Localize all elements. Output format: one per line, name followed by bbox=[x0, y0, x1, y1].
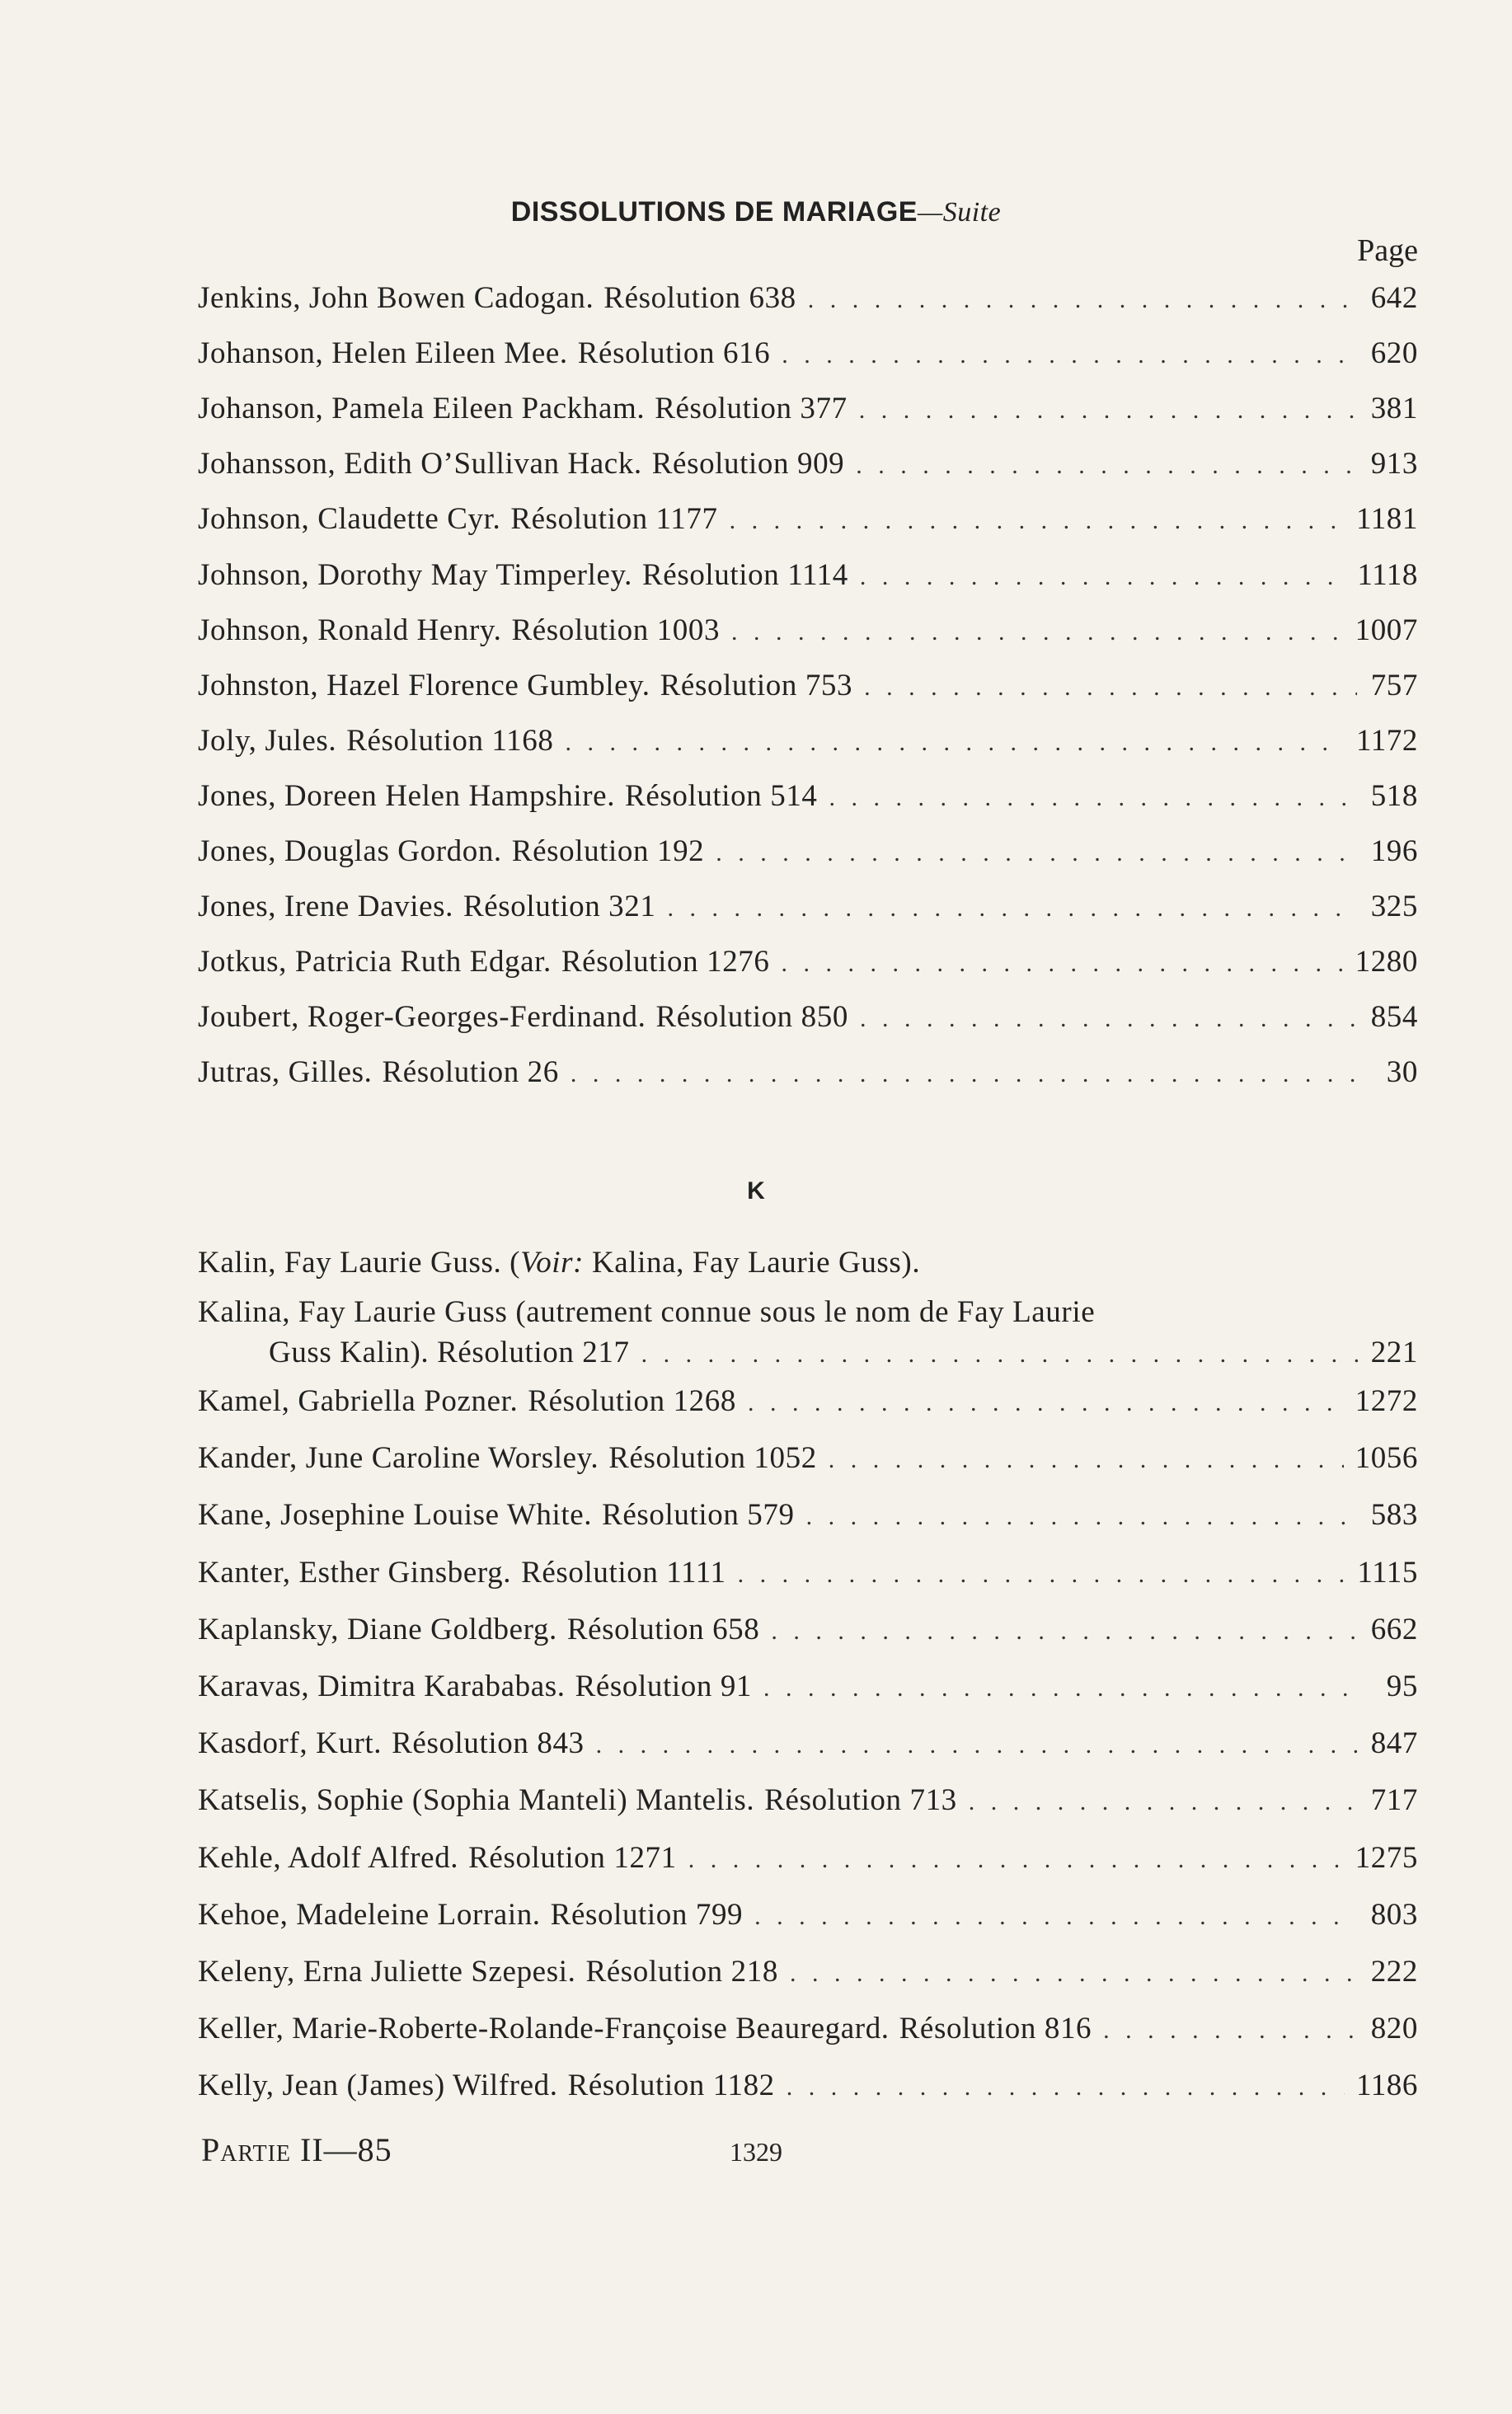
dot-leader bbox=[829, 784, 1357, 812]
index-entry bbox=[198, 1383, 1418, 1423]
kalin-text-after: Kalina, Fay Laurie Guss). bbox=[584, 1246, 921, 1280]
entry-page: 1007 bbox=[1355, 613, 1418, 647]
dot-leader bbox=[771, 1618, 1357, 1646]
entry-page: 662 bbox=[1370, 1612, 1418, 1646]
entry-name: Kane, Josephine Louise White. bbox=[198, 1498, 593, 1533]
kalin-text-before: Kalin, Fay Laurie Guss. ( bbox=[198, 1246, 521, 1280]
dot-leader bbox=[730, 507, 1345, 535]
entry-name: Jutras, Gilles. bbox=[198, 1055, 373, 1090]
index-entry bbox=[198, 778, 1418, 818]
entry-resolution: Résolution 1271 bbox=[468, 1840, 677, 1875]
entry-page: 642 bbox=[1370, 281, 1418, 315]
entry-name: Jenkins, John Bowen Cadogan. bbox=[198, 281, 594, 315]
entry-resolution: Résolution 638 bbox=[603, 281, 796, 315]
entry-page: 620 bbox=[1370, 336, 1418, 371]
index-entry bbox=[198, 1440, 1418, 1480]
entry-name: Keller, Marie-Roberte-Rolande-Françoise Beauregard. bbox=[198, 2012, 890, 2046]
entry-resolution: Résolution 658 bbox=[566, 1612, 760, 1646]
entry-page: 820 bbox=[1370, 2012, 1418, 2046]
dot-leader bbox=[716, 839, 1357, 867]
entry-page: 1118 bbox=[1357, 557, 1418, 592]
index-entry bbox=[198, 2068, 1418, 2107]
dot-leader bbox=[790, 1960, 1357, 1988]
entry-resolution: Résolution 1114 bbox=[642, 557, 848, 592]
entry-resolution: Résolution 1177 bbox=[510, 502, 718, 537]
entry-resolution: Résolution 514 bbox=[625, 778, 818, 813]
index-entry bbox=[198, 336, 1418, 375]
index-entry bbox=[198, 1726, 1418, 1765]
entry-name: Jones, Douglas Gordon. bbox=[198, 834, 502, 868]
dot-leader bbox=[829, 1446, 1344, 1474]
entry-resolution: Résolution 753 bbox=[660, 668, 853, 702]
dot-leader bbox=[808, 286, 1357, 314]
entry-resolution: Résolution 799 bbox=[550, 1897, 744, 1932]
section-letter: K bbox=[747, 1177, 765, 1205]
entry-page: 1272 bbox=[1355, 1384, 1418, 1418]
entry-page: 854 bbox=[1370, 1000, 1418, 1035]
entry-page: 1275 bbox=[1355, 1840, 1418, 1875]
entry-resolution: Résolution 1168 bbox=[346, 723, 554, 758]
entry-resolution: Résolution 713 bbox=[764, 1783, 957, 1818]
page-column-label: Page bbox=[1357, 233, 1418, 268]
index-entry bbox=[198, 1497, 1418, 1537]
dot-leader bbox=[969, 1788, 1357, 1816]
index-entry bbox=[198, 391, 1418, 430]
entry-resolution: Résolution 1276 bbox=[561, 945, 770, 979]
entry-name: Joubert, Roger-Georges-Ferdinand. bbox=[198, 1000, 646, 1035]
entry-name: Keleny, Erna Juliette Szepesi. bbox=[198, 1955, 576, 1989]
entry-resolution: Résolution 850 bbox=[655, 1000, 848, 1035]
index-entry bbox=[198, 668, 1418, 707]
entry-resolution: Résolution 909 bbox=[651, 447, 845, 481]
index-entry bbox=[198, 1897, 1418, 1937]
entry-page: 196 bbox=[1370, 834, 1418, 868]
index-entry bbox=[198, 999, 1418, 1039]
entry-page: 325 bbox=[1370, 890, 1418, 924]
entry-page: 803 bbox=[1370, 1897, 1418, 1932]
entry-page: 757 bbox=[1370, 668, 1418, 702]
entry-page: 1056 bbox=[1355, 1441, 1418, 1476]
entry-name: Kamel, Gabriella Pozner. bbox=[198, 1384, 519, 1418]
index-entry bbox=[198, 1054, 1418, 1094]
index-entry bbox=[198, 1840, 1418, 1880]
dot-leader bbox=[782, 341, 1357, 369]
entry-resolution: Résolution 1052 bbox=[608, 1441, 817, 1476]
entry-page: 847 bbox=[1370, 1726, 1418, 1761]
dot-leader bbox=[763, 1674, 1357, 1702]
entry-name: Kanter, Esther Ginsberg. bbox=[198, 1555, 512, 1590]
entry-name: Kelly, Jean (James) Wilfred. bbox=[198, 2069, 558, 2103]
kalina-page: 221 bbox=[1370, 1336, 1418, 1369]
entry-resolution: Résolution 1182 bbox=[567, 2069, 775, 2103]
index-entry bbox=[198, 944, 1418, 984]
entry-name: Johnson, Dorothy May Timperley. bbox=[198, 557, 633, 592]
entry-resolution: Résolution 377 bbox=[655, 392, 848, 426]
dot-leader bbox=[738, 1561, 1346, 1589]
entry-resolution: Résolution 192 bbox=[511, 834, 705, 868]
entry-resolution: Résolution 26 bbox=[382, 1055, 559, 1090]
index-entry bbox=[198, 2011, 1418, 2050]
entry-resolution: Résolution 1003 bbox=[511, 613, 721, 647]
kalina-entry bbox=[198, 1294, 1418, 1370]
dot-leader bbox=[782, 950, 1344, 978]
entry-page: 583 bbox=[1370, 1498, 1418, 1533]
dot-leader bbox=[754, 1903, 1357, 1931]
entry-name: Kaplansky, Diane Goldberg. bbox=[198, 1612, 557, 1646]
index-entry bbox=[198, 1782, 1418, 1822]
index-entry bbox=[198, 1612, 1418, 1651]
entry-name: Kehoe, Madeleine Lorrain. bbox=[198, 1897, 541, 1932]
kalin-cross-reference bbox=[198, 1245, 1418, 1280]
dot-leader bbox=[571, 1060, 1357, 1088]
dot-leader bbox=[688, 1846, 1344, 1874]
heading-title: DISSOLUTIONS DE MARIAGE bbox=[510, 196, 918, 228]
dot-leader bbox=[856, 452, 1357, 480]
entry-resolution: Résolution 616 bbox=[577, 336, 771, 371]
index-entry bbox=[198, 1555, 1418, 1594]
entry-name: Jotkus, Patricia Ruth Edgar. bbox=[198, 945, 552, 979]
kalina-line2: Guss Kalin). Résolution 217 bbox=[269, 1336, 630, 1369]
entry-page: 1172 bbox=[1355, 723, 1418, 758]
heading-suffix: —Suite bbox=[917, 197, 1002, 228]
entry-page: 95 bbox=[1386, 1670, 1418, 1703]
entry-page: 913 bbox=[1370, 447, 1418, 481]
entry-page: 1181 bbox=[1355, 502, 1418, 537]
entry-name: Kehle, Adolf Alfred. bbox=[198, 1840, 459, 1875]
entry-name: Johnston, Hazel Florence Gumbley. bbox=[198, 668, 650, 702]
index-entry bbox=[198, 557, 1418, 597]
index-entry bbox=[198, 1669, 1418, 1708]
dot-leader bbox=[565, 729, 1345, 757]
index-entry bbox=[198, 889, 1418, 928]
entry-resolution: Résolution 579 bbox=[602, 1498, 795, 1533]
entry-name: Karavas, Dimitra Karababas. bbox=[198, 1670, 566, 1703]
entry-name: Jones, Irene Davies. bbox=[198, 890, 453, 924]
section-heading bbox=[0, 196, 1512, 228]
footer-page-number: 1329 bbox=[730, 2137, 782, 2167]
entry-page: 381 bbox=[1370, 392, 1418, 426]
entry-resolution: Résolution 218 bbox=[585, 1955, 778, 1989]
index-entry bbox=[198, 446, 1418, 486]
entry-resolution: Résolution 1268 bbox=[528, 1384, 736, 1418]
entry-name: Johanson, Pamela Eileen Packham. bbox=[198, 392, 646, 426]
entry-name: Johnson, Claudette Cyr. bbox=[198, 502, 501, 537]
entry-name: Jones, Doreen Helen Hampshire. bbox=[198, 778, 616, 813]
entry-resolution: Résolution 1111 bbox=[521, 1555, 726, 1590]
dot-leader bbox=[864, 674, 1357, 702]
index-entry bbox=[198, 723, 1418, 763]
index-entry bbox=[198, 280, 1418, 320]
entry-name: Kasdorf, Kurt. bbox=[198, 1726, 383, 1761]
entry-name: Joly, Jules. bbox=[198, 723, 337, 758]
entry-page: 222 bbox=[1370, 1955, 1418, 1989]
footer-part-label: Partie II—85 bbox=[201, 2131, 392, 2168]
dot-leader bbox=[787, 2074, 1345, 2102]
dot-leader bbox=[860, 563, 1345, 591]
entry-name: Kander, June Caroline Worsley. bbox=[198, 1441, 599, 1476]
kalin-voir: Voir: bbox=[520, 1246, 585, 1280]
entry-resolution: Résolution 816 bbox=[899, 2012, 1092, 2046]
dot-leader bbox=[667, 895, 1357, 923]
dot-leader bbox=[806, 1503, 1357, 1531]
entry-resolution: Résolution 91 bbox=[575, 1670, 753, 1703]
entry-page: 717 bbox=[1370, 1783, 1418, 1818]
entry-resolution: Résolution 321 bbox=[463, 890, 656, 924]
index-entry bbox=[198, 501, 1418, 541]
dot-leader bbox=[641, 1341, 1359, 1369]
entry-page: 518 bbox=[1370, 778, 1418, 813]
entry-page: 1115 bbox=[1357, 1555, 1418, 1590]
entry-name: Johanson, Helen Eileen Mee. bbox=[198, 336, 568, 371]
dot-leader bbox=[1103, 2017, 1357, 2045]
dot-leader bbox=[859, 397, 1357, 425]
entry-page: 1186 bbox=[1355, 2069, 1418, 2103]
entry-resolution: Résolution 843 bbox=[392, 1726, 585, 1761]
dot-leader bbox=[731, 618, 1344, 646]
dot-leader bbox=[596, 1731, 1357, 1759]
dot-leader bbox=[860, 1005, 1357, 1033]
dot-leader bbox=[748, 1389, 1344, 1417]
index-entry bbox=[198, 834, 1418, 873]
entry-page: 1280 bbox=[1355, 945, 1418, 979]
entry-name: Johansson, Edith O’Sullivan Hack. bbox=[198, 447, 642, 481]
entry-page: 30 bbox=[1386, 1055, 1418, 1090]
index-entry bbox=[198, 613, 1418, 652]
index-entry bbox=[198, 1954, 1418, 1994]
kalina-line1: Kalina, Fay Laurie Guss (autrement connue sous le nom de Fay Laurie bbox=[198, 1295, 1096, 1329]
entry-name: Johnson, Ronald Henry. bbox=[198, 613, 502, 647]
entry-name: Katselis, Sophie (Sophia Manteli) Mantelis. bbox=[198, 1783, 755, 1818]
